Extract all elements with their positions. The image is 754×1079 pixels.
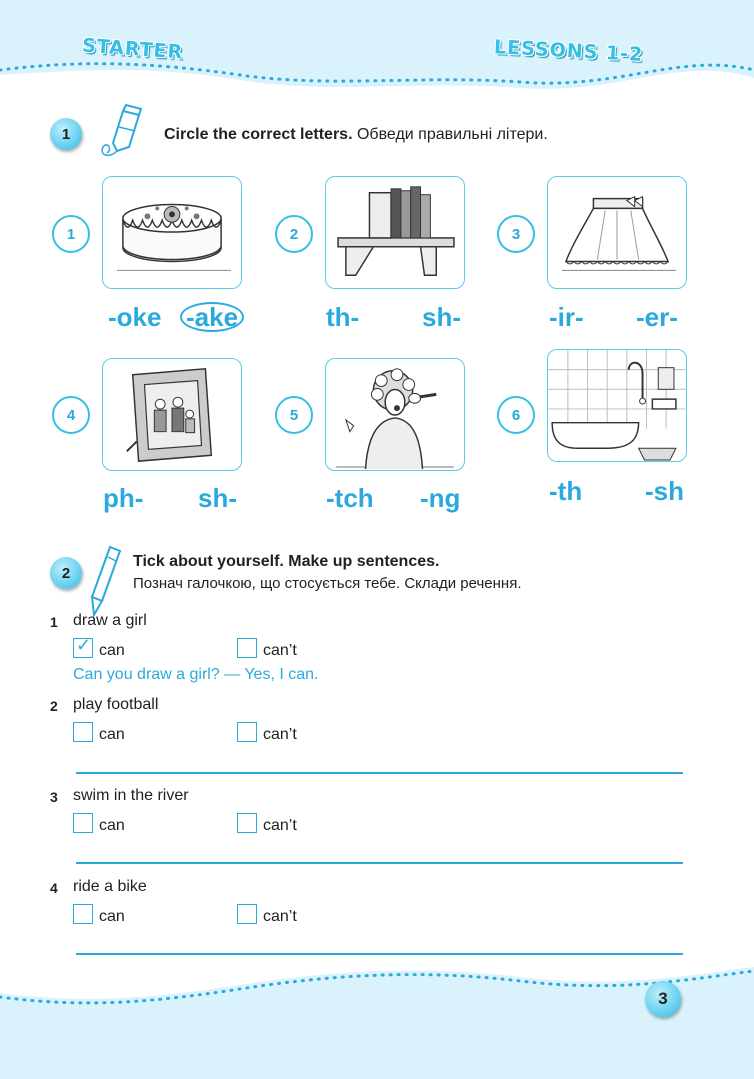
- item-3-option-1[interactable]: -ir-: [549, 302, 584, 332]
- picture-cake: [102, 176, 242, 289]
- ex2-item-4-number: 4: [50, 880, 58, 896]
- item-4-option-1[interactable]: ph-: [103, 483, 144, 513]
- exercise-2-instruction: [133, 551, 693, 594]
- ex2-item-1-cant-label: can’t: [263, 642, 297, 659]
- picture-bath: [547, 349, 687, 462]
- ex2-item-3-can-checkbox[interactable]: [73, 813, 93, 833]
- header-right-title: LESSONS 1-2: [493, 36, 644, 66]
- item-1-option-1[interactable]: -oke: [108, 302, 162, 332]
- ex2-item-2-can-label: can: [99, 726, 125, 743]
- ex2-item-2-answer-line[interactable]: [76, 772, 683, 774]
- picture-skirt: [547, 176, 687, 289]
- item-1-option-2-circled[interactable]: -ake: [180, 302, 244, 332]
- ex2-item-1-cant-checkbox[interactable]: [237, 638, 257, 658]
- ex2-item-4-can-label: can: [99, 908, 125, 925]
- header-left-title: STARTER: [81, 34, 184, 64]
- exercise-2-badge: 2: [50, 557, 82, 589]
- page-number: 3: [645, 981, 681, 1017]
- exercise-1-badge: 1: [50, 118, 82, 150]
- ex2-item-4-cant-checkbox[interactable]: [237, 904, 257, 924]
- exercise-2-instruction-uk: Познач галочкою, що стосується тебе. Склади речення.: [133, 574, 522, 592]
- exercise-2-instruction-en: Tick about yourself. Make up sentences.: [133, 553, 440, 570]
- item-6-option-2[interactable]: -sh: [645, 476, 684, 506]
- item-2-number: 2: [275, 215, 313, 253]
- item-5-option-1[interactable]: -tch: [326, 483, 374, 513]
- exercise-1-instruction-uk: Обведи правильні літери.: [356, 126, 548, 143]
- item-3-option-2[interactable]: -er-: [636, 302, 678, 332]
- item-5-option-2[interactable]: -ng: [420, 483, 461, 513]
- check-mark-icon: ✓: [76, 635, 92, 655]
- ex2-item-2-text: play football: [73, 696, 159, 713]
- exercise-1-instruction: [164, 124, 684, 146]
- ex2-item-1-can-label: can: [99, 642, 125, 659]
- ex2-item-3-number: 3: [50, 789, 58, 805]
- item-3-number: 3: [497, 215, 535, 253]
- ex2-item-3-text: swim in the river: [73, 787, 189, 804]
- ex2-item-2-can-checkbox[interactable]: [73, 722, 93, 742]
- pen-icon: [86, 543, 126, 619]
- footer-wave-band: [0, 955, 754, 1079]
- ex2-item-1-example: Can you draw a girl? — Yes, I can.: [73, 666, 319, 683]
- picture-shelf: [325, 176, 465, 289]
- ex2-item-4-can-checkbox[interactable]: [73, 904, 93, 924]
- item-5-number: 5: [275, 396, 313, 434]
- item-4-option-2[interactable]: sh-: [198, 483, 237, 513]
- ex2-item-4-text: ride a bike: [73, 878, 147, 895]
- pencil-icon: [95, 103, 150, 163]
- item-6-number: 6: [497, 396, 535, 434]
- ex2-item-4-cant-label: can’t: [263, 908, 297, 925]
- ex2-item-3-answer-line[interactable]: [76, 862, 683, 864]
- item-2-option-1[interactable]: th-: [326, 302, 360, 332]
- picture-woman-brushing-hair: [325, 358, 465, 471]
- ex2-item-1-text: draw a girl: [73, 612, 147, 629]
- exercise-1-instruction-en: Circle the correct letters.: [164, 126, 353, 143]
- item-2-option-2[interactable]: sh-: [422, 302, 461, 332]
- ex2-item-2-number: 2: [50, 698, 58, 714]
- item-6-option-1[interactable]: -th: [549, 476, 583, 506]
- item-1-number: 1: [52, 215, 90, 253]
- ex2-item-3-can-label: can: [99, 817, 125, 834]
- picture-photo-frame: [102, 358, 242, 471]
- ex2-item-2-cant-label: can’t: [263, 726, 297, 743]
- ex2-item-3-cant-checkbox[interactable]: [237, 813, 257, 833]
- ex2-item-3-cant-label: can’t: [263, 817, 297, 834]
- ex2-item-2-cant-checkbox[interactable]: [237, 722, 257, 742]
- item-4-number: 4: [52, 396, 90, 434]
- ex2-item-1-number: 1: [50, 614, 58, 630]
- ex2-item-1-can-checkbox-checked[interactable]: [73, 635, 93, 658]
